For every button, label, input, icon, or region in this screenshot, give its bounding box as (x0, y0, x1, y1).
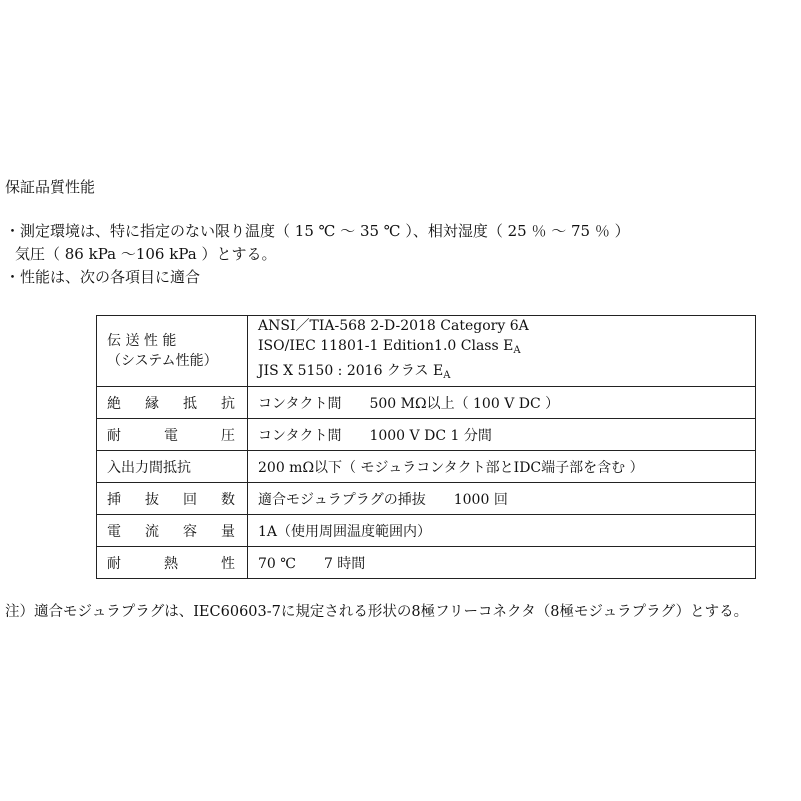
performance-intro-text: ・性能は、次の各項目に適合 (5, 268, 201, 286)
standard-jis: JIS X 5150 : 2016 クラス $E_A$ (258, 363, 451, 381)
table-row-current-capacity (97, 515, 756, 547)
table-row-insulation (97, 387, 756, 419)
standard-ansi: ANSI／TIA-568 2-D-2018 Category 6A (258, 318, 529, 334)
label-transmission: 伝 送 性 能 （システム性能） (97, 316, 248, 387)
value-heat-resistance: 70 ℃ 7 時間 (248, 547, 756, 579)
value-withstand-voltage: コンタクト間 1000 V DC 1 分間 (248, 419, 756, 451)
label-io-resistance: 入出力間抵抗 (97, 451, 248, 483)
value-current-capacity: 1A（使用周囲温度範囲内） (248, 515, 756, 547)
table-row-heat-resistance (97, 547, 756, 579)
label-heat-resistance: 耐 熱 性 (97, 547, 248, 579)
label-insulation: 絶 縁 抵 抗 (97, 387, 248, 419)
table-row-withstand-voltage (97, 419, 756, 451)
environment-condition-text: ・測定環境は、特に指定のない限り温度（ 15 ℃ ～ 35 ℃ ）、相対湿度（ 25 ％ ～ 75 ％ ） (5, 222, 630, 240)
footnote: 注）適合モジュラプラグは、IEC60603-7に規定される形状の8極フリーコネクタ（8極モジュラプラグ）とする。 (5, 604, 749, 620)
document-title: 保証品質性能 (5, 178, 96, 196)
value-insertion-cycles: 適合モジュラプラグの挿抜 1000 回 (248, 483, 756, 515)
pressure-condition-text: 気圧（ 86 kPa ～106 kPa ）とする。 (15, 245, 277, 263)
label-insertion-cycles: 挿 抜 回 数 (97, 483, 248, 515)
value-io-resistance: 200 mΩ以下（ モジュラコンタクト部とIDC端子部を含む ） (248, 451, 756, 483)
value-insulation: コンタクト間 500 MΩ以上（ 100 V DC ） (248, 387, 756, 419)
table-row-transmission (97, 316, 756, 387)
standard-iso: ISO/IEC 11801-1 Edition1.0 Class $E_A$ (258, 338, 521, 356)
performance-spec-table (96, 315, 756, 579)
table-row-io-resistance (97, 451, 756, 483)
label-withstand-voltage: 耐 電 圧 (97, 419, 248, 451)
label-current-capacity: 電 流 容 量 (97, 515, 248, 547)
value-transmission-standards (248, 316, 756, 387)
table-row-insertion-cycles (97, 483, 756, 515)
